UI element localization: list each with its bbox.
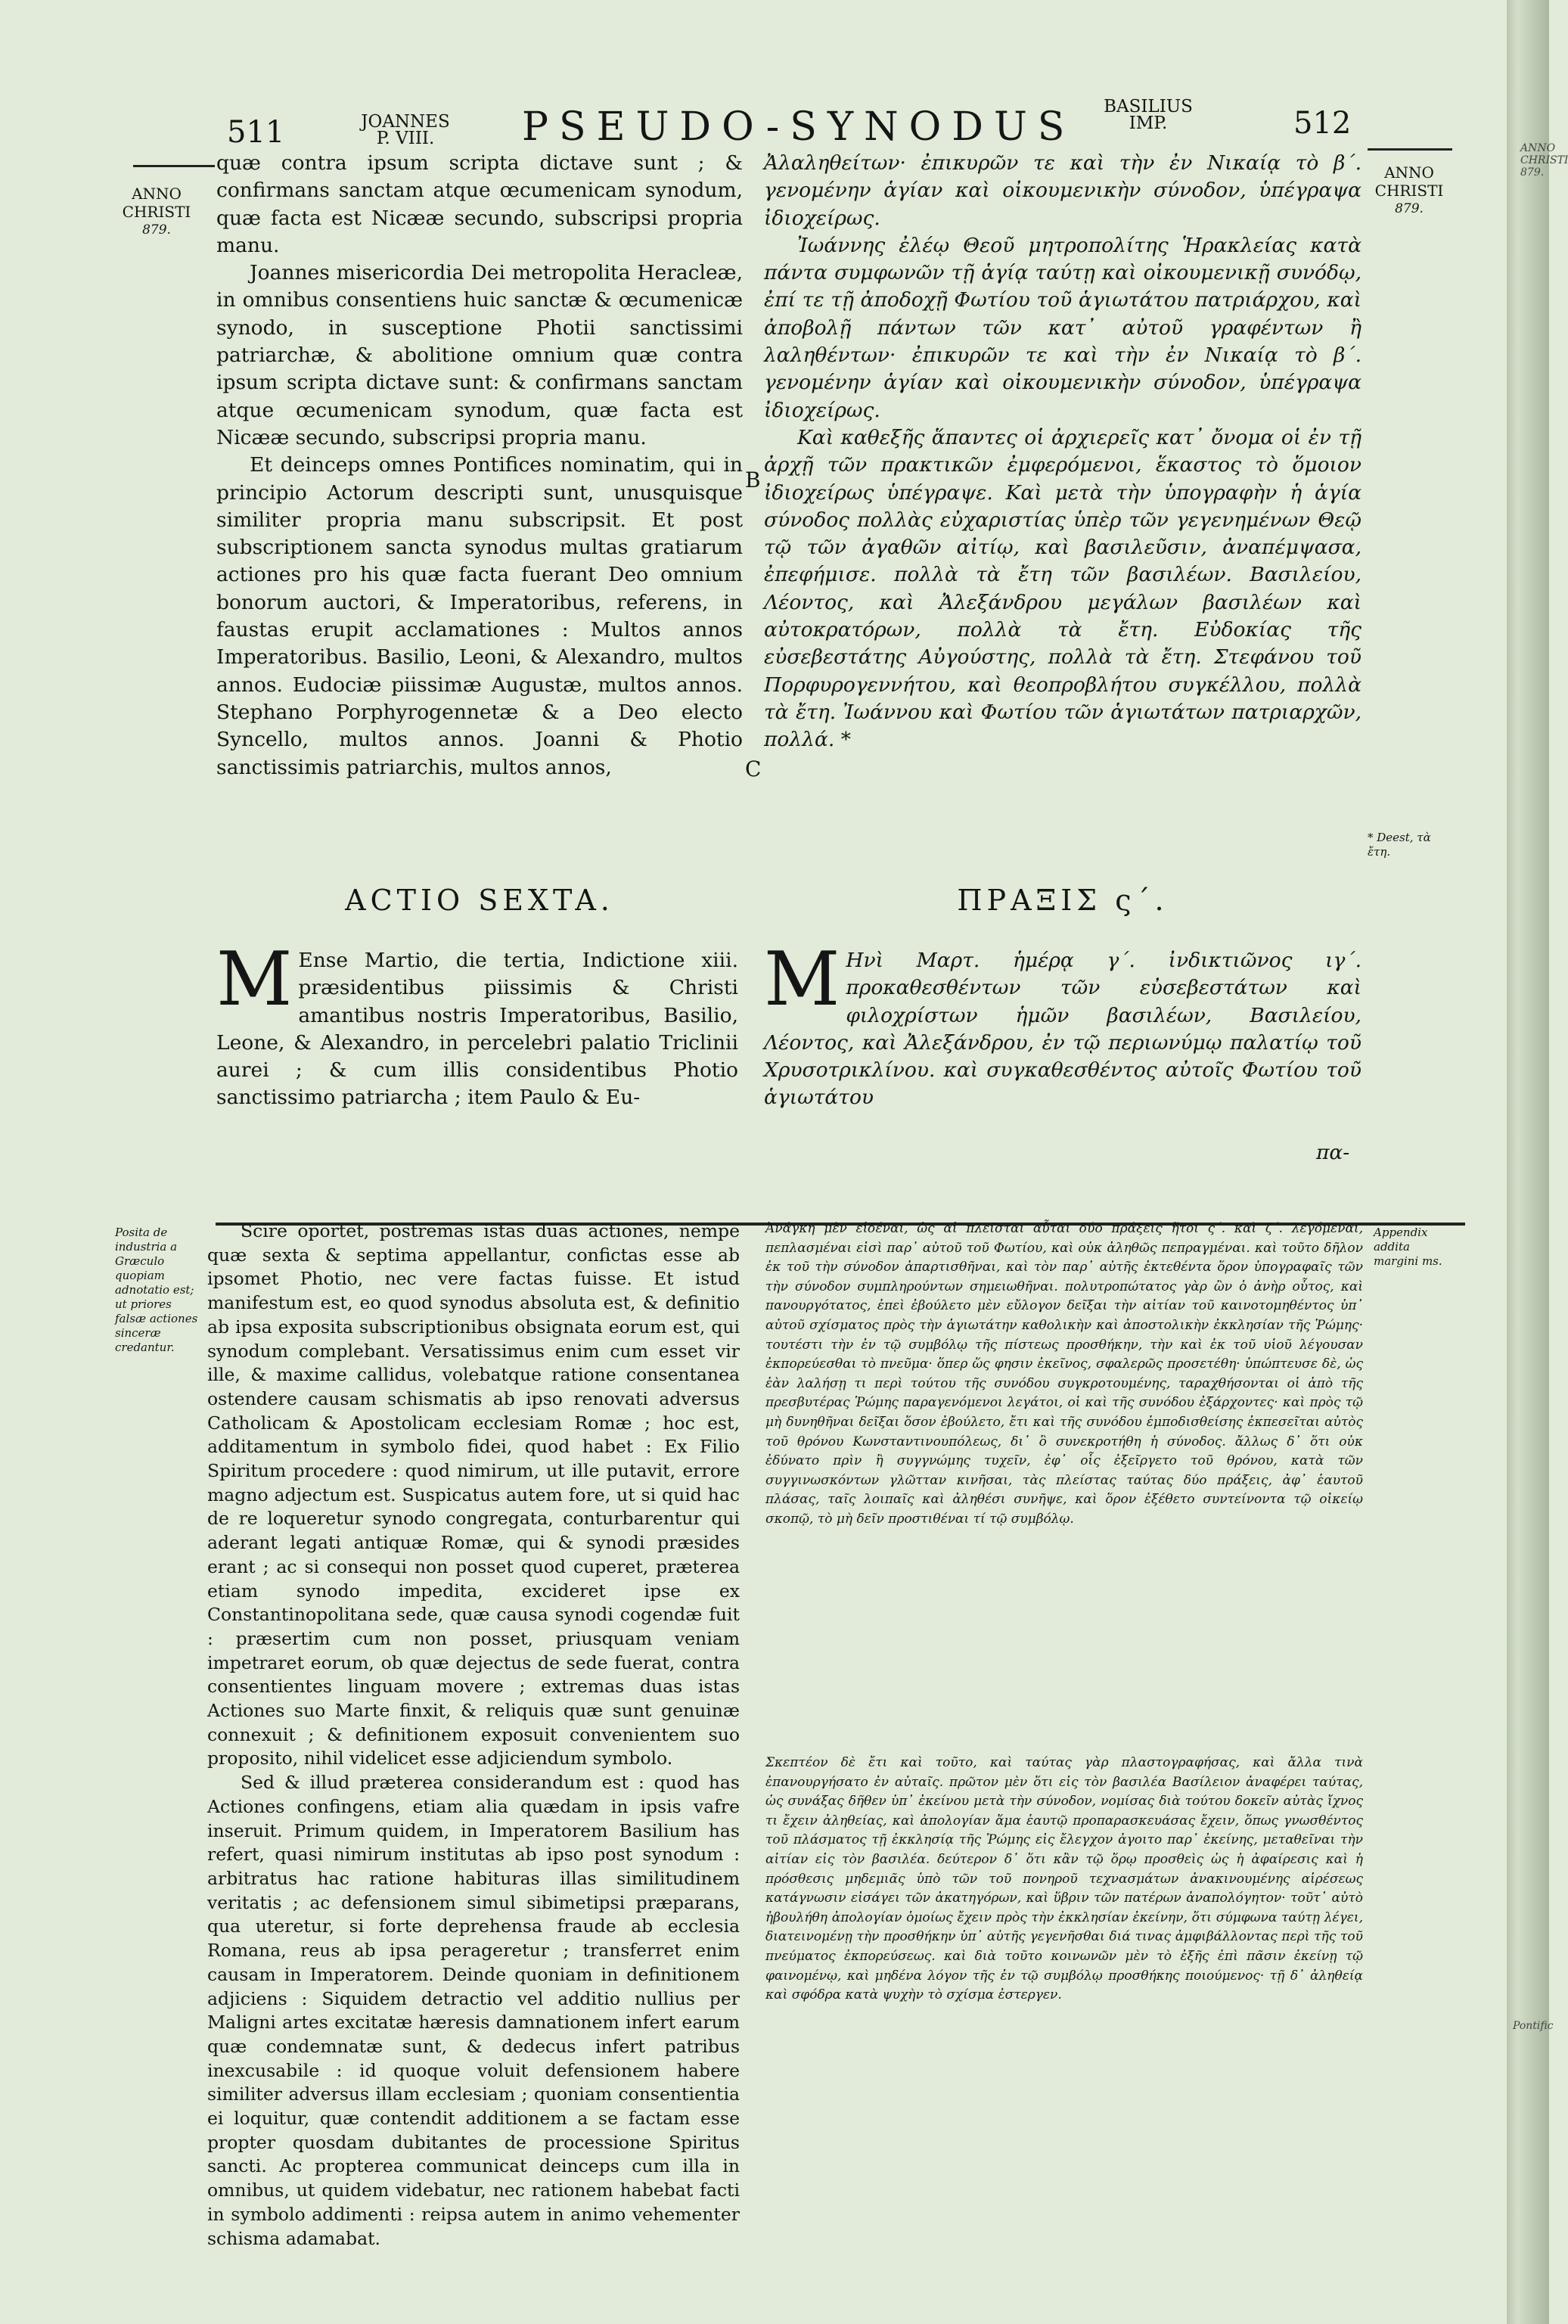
anno-line: CHRISTI [122,203,191,221]
anno-year: 879. [142,222,171,238]
catchword: πα- [1316,1141,1350,1164]
anno-year: 879. [1395,201,1424,216]
greek-section-text: Ηνὶ Μαρτ. ἡμέρᾳ γ΄. ἰνδικτιῶνος ιγ΄. προκαθεσθέντων τῶν εὐσεβεστάτων καὶ φιλοχρίστων ἡμῶν βασιλέων, Βασιλείου, Λέοντος, καὶ Ἀλεξάνδρου, ἐν τῷ περιωνύμῳ παλατίῳ τοῦ Χρυσοτρικλίνου. καὶ συγκαθεσθέντος αὐτοῖς Φωτίου τοῦ ἁγιωτάτου [764,949,1362,1110]
greek-paragraph: Ἀλαληθείτων· ἐπικυρῶν τε καὶ τὴν ἐν Νικαίᾳ τὸ β΄. γενομένην ἁγίαν καὶ οἰκουμενικὴν σύνοδον, ὑπέγραψα ἰδιοχείρως. [764,151,1362,230]
column-letter-b: B [745,468,761,492]
footnote-greek-block-1 [765,1219,1363,1530]
deest-side-note: * Deest, τὰ ἔτη. [1368,831,1431,859]
footnote-side-note: Posita de industria a Græculo quopiam adnotatio est; ut priores falsæ actiones sinceræ credantur. [115,1226,198,1354]
left-year-note [115,185,198,239]
latin-dropcap: M [216,937,293,1023]
page-edge [1507,0,1568,2324]
left-header-rule [133,165,215,167]
left-running-head [349,113,461,147]
right-header-rule [1368,148,1452,151]
running-head-line: BASILIUS [1104,97,1193,117]
greek-column-top [764,150,1362,754]
footnote-greek-text: Ἀνάγκη μὲν εἰδέναι, ὡς αἱ πλεῖσται αὗται δύο πράξεις ἤτοι ς΄. καὶ ζ΄. λεγόμεναι, πεπλασμέναι εἰσὶ παρ᾽ αὐτοῦ τοῦ Φωτίου, καὶ οὐκ ἀληθῶς πεπραγμέναι. καὶ τοῦτο δῆλον ἐκ τοῦ τὴν σύνοδον ἀπαρτισθῆναι, καὶ τὸν παρ᾽ αὐτῆς ἐκτεθέντα ὅρον ὑπογραφαῖς τῶν τὴν σύνοδον συμπληρούντων σημειωθῆναι. πολυτροπώτατος γὰρ ὢν ὁ ἀνὴρ οὗτος, καὶ πανουργότατος, ἐπεὶ ἐβούλετο μὲν εὔλογον δεῖξαι τὴν αἰτίαν τοῦ καινοτομηθέντος ὑπ᾽ αὐτοῦ σχίσματος πρὸς τὴν ἁγιωτάτην καθολικὴν καὶ ἀποστολικὴν ἐκκλησίαν τῆς Ῥώμης· τουτέστι τὴν ἐν τῷ συμβόλῳ τῆς πίστεως προσθήκην, τὴν καὶ ἐκ τοῦ υἱοῦ λέγουσαν ἐκπορεύεσθαι τὸ πνεῦμα· ὅπερ ὥς φησιν ἐκεῖνος, σφαλερῶς προσετέθη· ὑπώπτευσε δὲ, ὡς ἐὰν λαλήσῃ τι περὶ τούτου τῆς συνόδου συγκροτουμένης, ταραχθήσονται οἱ ἀπὸ τῆς πρεσβυτέρας Ῥώμης παραγενόμενοι λεγάτοι, οἱ καὶ τῆς συνόδου ἐξάρχοντες· καὶ πρὸς τῷ μὴ δυνηθῆναι δεῖξαι ὅσον ἐβούλετο, ἔτι καὶ τῆς συνόδου ἐμποδισθείσης ἐκπεσεῖται αὐτὸς τοῦ θρόνου Κωνσταντινουπόλεως, δι᾽ ὃ συνεκροτήθη ἡ σύνοδος. ἄλλως δ᾽ ὅτι οὐκ ἐδύνατο πρὶν ἢ συγγνώμης τυχεῖν, ἐφ᾽ οἷς ἐξεῖργετο τοῦ θρόνου, κατὰ τῶν συγγινωσκόντων γλῶτταν κινῆσαι, τὰς πλείστας ταύτας δύο πράξεις, ἀφ᾽ ἑαυτοῦ πλάσας, ταῖς λοιπαῖς καὶ ἀληθέσι συνῆψε, καὶ ὅρον ἐξέθετο συντείνοντα τῷ οἰκείῳ σκοπῷ, τὸ μὴ δεῖν προστιθέναι τί τῷ συμβόλῳ. [765,1221,1363,1527]
latin-section-text: Ense Martio, die tertia, Indictione xiii. præsidentibus piissimis & Christi amantibus nostris Imperatoribus, Basilio, Leone, & Alexandro, in percelebri palatio Triclinii aurei ; & cum illis considentibus Photio sanctissimo patriarcha ; item Paulo & Eu- [216,949,738,1110]
footnote-greek-block-2 [765,1754,1363,2006]
greek-paragraph: Ἰωάννης ἐλέῳ Θεοῦ μητροπολίτης Ἡρακλείας κατὰ πάντα συμφωνῶν τῇ ἁγίᾳ ταύτῃ καὶ οἰκουμενικῇ συνόδῳ, ἐπί τε τῇ ἀποδοχῇ Φωτίου τοῦ ἁγιωτάτου πατριάρχου, καὶ ἀποβολῇ πάντων τῶν κατ᾽ αὐτοῦ γραφέντων ἢ λαληθέντων· ἐπικυρῶν τε καὶ τὴν ἐν Νικαίᾳ τὸ β΄. γενομένην ἁγίαν καὶ οἰκουμενικὴν σύνοδον, ὑπέγραψα ἰδιοχείρως. [764,233,1362,422]
footnote-latin-paragraph: Scire oportet, postremas istas duas actiones, nempe quæ sexta & septima appellantur, confictas esse ab ipsomet Photio, nec vere factas fuisse. Et istud manifestum est, eo quod synodus absoluta est, & definitio ab ipsa exposita subscriptionibus obsignata eorum est, qui synodum complebant. Versatissimus enim cum esset vir ille, & maxime callidus, volebatque ratione consentanea ostendere causam schismatis ab ipso renovati adversus Catholicam & Apostolicam ecclesiam Romæ ; hoc est, additamentum in symbolo fidei, quod habet : Ex Filio Spiritum procedere : quod nimirum, ut ille putavit, errore magno adjectum est. Suspicatus autem fore, ut si quid hac de re loqueretur synodo congregata, conturbarentur qui aderant legati antiquæ Romæ, qui & synodi præsides erant ; ac si consequi non posset quod cuperet, præterea etiam synodo impedita, excideret ipse ex Constantinopolitana sede, quæ causa synodi cogendæ fuit : præsertim cum non posset, priusquam veniam impetraret eorum, ob quæ dejectus de sede fuerat, contra consentientes linguam movere ; extremas duas istas Actiones suo Marte finxit, & reliquis quæ sunt genuinæ connexuit ; & definitionem exposuit convenientem suo proposito, nihil videlicet esse adjiciendum symbolo. [207,1220,740,1769]
appendix-side-note: Appendix addita margini ms. [1374,1226,1442,1268]
footnote-latin-paragraph: Sed & illud præterea considerandum est : quod has Actiones confingens, etiam alia quædam in ipsis vafre inseruit. Primum quidem, in Imperatorem Basilium has refert, quasi nimirum institutas ab ipso post synodum : arbitratus hac ratione habituras illas similitudinem veritatis ; ac defensionem simul sibimetipsi præparans, qua uteretur, si forte deprehensa fraude ab ecclesia Romana, reus ab ipsa perageretur ; transferret enim causam in Imperatorem. Deinde quoniam in definitionem adjiciens : Siquidem detractio vel additio nullius per Maligni artes excitatæ hæresis damnationem infert earum quæ condemnatæ sunt, & dedecus infert patribus inexcusabile : id quoque voluit defensionem habere similiter adversus illam ecclesiam ; quoniam consentientia ei loquitur, quæ contendit additionem a se factam esse propter quosdam dubitantes de processione Spiritus sancti. Ac propterea communicat deinceps cum illa in omnibus, ut quidem videbatur, nec rationem habebat facti in symbolo addimenti : reipsa autem in animo vehementer schisma adamabat. [207,1772,740,2249]
footnote-greek-text: Σκεπτέον δὲ ἔτι καὶ τοῦτο, καὶ ταύτας γὰρ πλαστογραφήσας, καὶ ἄλλα τινὰ ἐπανουργήσατο ἐν αὐταῖς. πρῶτον μὲν ὅτι εἰς τὸν βασιλέα Βασίλειον ἀναφέρει ταύτας, ὡς συνάξας δῆθεν ὑπ᾽ ἐκείνου μετὰ τὴν σύνοδον, νομίσας διὰ τούτου δοκεῖν αὐτὰς ἴχνος τι ἔχειν ἀληθείας, καὶ ἀπολογίαν ἅμα ἑαυτῷ προπαρασκευάσας ἔχειν, ὅπως γνωσθέντος τοῦ πλάσματος τῇ ἐκκλησίᾳ τῆς Ῥώμης εἰς ἔλεγχον ἀγοιτο παρ᾽ ἐκείνης, μεταθεῖναι τὴν αἰτίαν εἰς τὸν βασιλέα. δεύτερον δ᾽ ὅτι κἂν τῷ ὅρῳ προσθεὶς ὡς ἡ ἀφαίρεσις καὶ ἡ πρόσθεσις μηδεμιᾶς ὑπὸ τῶν τοῦ πονηροῦ τεχνασμάτων ἀνακινουμένης αἱρέσεως κατάγνωσιν εἰσάγει τῶν ἀκατηγόρων, καὶ ὕβριν τῶν πατέρων ἀναπολόγητον· τοῦτ᾽ αὐτὸ ἠβουλήθη ἀπολογίαν ὁμοίως ἔχειν πρὸς τὴν ἐκκλησίαν ἐκείνην, ὅτι σύμφωνα ταύτῃ λέγει, διατεινομένῃ τὴν προσθήκην ὑπ᾽ αὐτῆς γεγενῆσθαι διά τινας ἀμφιβάλλοντας περὶ τῆς τοῦ πνεύματος ἐκπορεύσεως. καὶ διὰ τοῦτο κοινωνῶν μὲν τὸ ἐξῆς ἐπὶ πᾶσιν ἐκείνῃ τῷ φαινομένῳ, καὶ μηδένα λόγον τῆς ἐν τῷ συμβόλῳ προσθήκης ποιούμενος· τῇ δ᾽ ἀληθείᾳ καὶ σφόδρα κατὰ ψυχὴν τὸ σχίσμα ἐστεργεν. [765,1755,1363,2003]
latin-column-top [216,150,743,781]
edge-tail-text: Pontific [1513,2020,1554,2032]
latin-paragraph: Et deinceps omnes Pontifices nominatim, qui in principio Actorum descripti sunt, unusquisque similiter propria manu subscripsit. Et post subscriptionem sancta synodus multas gratiarum actiones pro his quæ facta fuerant Deo omnium bonorum auctori, & Imperatoribus, referens, in faustas erupit acclamationes : Multos annos Imperatoribus. Basilio, Leoni, & Alexandro, multos annos. Eudociæ piissimæ Augustæ, multos annos. Stephano Porphyrogennetæ & a Deo electo Syncello, multos annos. Joanni & Photio sanctissimis patriarchis, multos annos, [216,453,743,779]
latin-paragraph: quæ contra ipsum scripta dictave sunt ; & confirmans sanctam atque œcumenicam synodum, quæ facta est Nicææ secundo, subscripsi propria manu. [216,151,743,257]
right-page-number: 512 [1293,106,1352,141]
greek-paragraph: Καὶ καθεξῆς ἅπαντες οἱ ἀρχιερεῖς κατ᾽ ὄνομα οἱ ἐν τῇ ἀρχῇ τῶν πρακτικῶν ἐμφερόμενοι, ἕκαστος τὸ ὅμοιον ἰδιοχείρως ὑπέγραψε. Καὶ μετὰ τὴν ὑπογραφὴν ἡ ἁγία σύνοδος πολλὰς εὐχαριστίας ὑπὲρ τῶν γεγενημένων Θεῷ τῷ τῶν ἀγαθῶν αἰτίῳ, καὶ βασιλεῦσιν, ἀναπέμψασα, ἐπεφήμισε. πολλὰ τὰ ἔτη τῶν βασιλέων. Βασιλείου, Λέοντος, καὶ Ἀλεξάνδρου μεγάλων βασιλέων καὶ αὐτοκρατόρων, πολλὰ τὰ ἔτη. Εὐδοκίας τῆς εὐσεβεστάτης Αὐγούστης, πολλὰ τὰ ἔτη. Στεφάνου τοῦ Πορφυρογεννήτου, καὶ θεοπροβλήτου συγκέλλου, πολλὰ τὰ ἔτη. Ἰωάννου καὶ Φωτίου τῶν ἁγιωτάτων πατριαρχῶν, πολλά. * [764,425,1362,752]
right-year-note [1368,163,1451,218]
running-title: PSEUDO-SYNODUS [522,104,1076,150]
latin-section-title: ACTIO SEXTA. [345,884,614,917]
latin-section-body [216,937,738,1112]
anno-line: CHRISTI [1374,182,1444,200]
edge-running-text: ANNO CHRISTI 879. [1520,142,1568,179]
column-letter-c: C [745,757,762,781]
greek-dropcap: M [764,937,840,1023]
greek-section-title: ΠΡΑΞΙΣ ς΄. [957,884,1169,917]
running-head-line: JOANNES [361,112,450,132]
greek-section-body [764,937,1362,1112]
running-head-line: IMP. [1129,113,1168,133]
anno-line: ANNO [1384,163,1434,182]
left-page-number: 511 [227,115,285,150]
anno-line: ANNO [132,185,182,203]
footnote-latin-column [207,1219,740,2251]
latin-paragraph: Joannes misericordia Dei metropolita Heracleæ, in omnibus consentiens huic sanctæ & œcumenicæ synodo, in susceptione Photii sanctissimi patriarchæ, & abolitione omnium quæ contra ipsum scripta dictave sunt: & confirmans sanctam atque œcumenicam synodum, quæ facta est Nicææ secundo, subscripsi propria manu. [216,261,743,449]
right-running-head [1095,98,1201,132]
running-head-line: P. VIII. [376,129,435,148]
